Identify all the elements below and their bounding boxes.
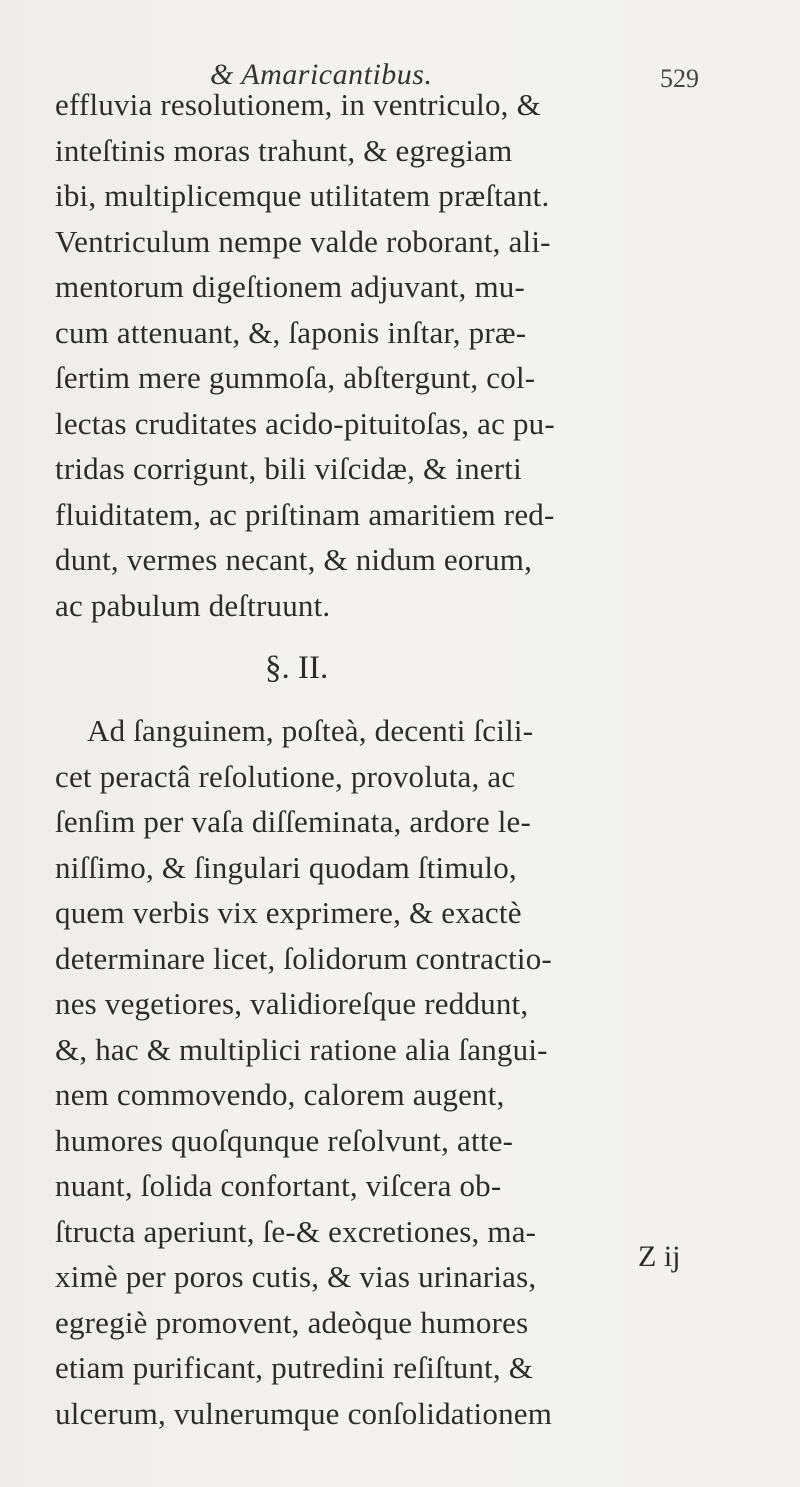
text-line: ſertim mere gummoſa, abſtergunt, col- [55, 360, 536, 395]
text-line: determinare licet, ſolidorum contractio- [55, 940, 552, 976]
text-line: ac pabulum deſtruunt. [55, 587, 331, 623]
text-line: nem commovendo, calorem augent, [55, 1077, 505, 1112]
text-line: ulcerum, vulnerumque conſolidationem [55, 1395, 553, 1431]
page-number: 529 [660, 64, 699, 93]
text-line: etiam purificant, putredini reſiſtunt, & [55, 1350, 534, 1385]
text-line: niſſimo, & ſingulari quodam ſtimulo, [55, 849, 517, 885]
text-line: ximè per poros cutis, & vias urinarias, [55, 1259, 537, 1294]
text-line: nuant, ſolida confortant, viſcera ob- [55, 1168, 502, 1203]
text-line: ſtructa aperiunt, ſe-& excretiones, ma- [55, 1213, 537, 1249]
text-line: ſenſim per vaſa diſſeminata, ardore le- [55, 804, 532, 839]
text-line: ibi, multiplicemque utilitatem præſtant. [55, 178, 550, 213]
text-line: &, hac & multiplici ratione alia ſangui- [55, 1031, 548, 1067]
text-line: nes vegetiores, validioreſque reddunt, [55, 986, 529, 1021]
text-line: dunt, vermes necant, & nidum eorum, [55, 542, 533, 577]
signature-mark: Z ij [638, 1240, 681, 1273]
text-line: fluiditatem, ac priſtinam amaritiem red- [55, 496, 555, 532]
text-line: inteſtinis moras trahunt, & egregiam [55, 132, 513, 168]
text-line: mentorum digeſtionem adjuvant, mu- [55, 269, 525, 304]
text-line: lectas cruditates acido-pituitoſas, ac pu- [55, 405, 555, 441]
text-line: effluvia resolutionem, in ventriculo, & [55, 87, 541, 122]
text-line: cet peractâ reſolutione, provoluta, ac [55, 758, 516, 794]
text-line: humores quoſqunque reſolvunt, atte- [55, 1122, 514, 1158]
section-heading: §. II. [265, 650, 329, 686]
text-line: cum attenuant, &, ſaponis inſtar, præ- [55, 314, 527, 350]
body-text [55, 82, 775, 1436]
text-line: Ventriculum nempe valde roborant, ali- [55, 223, 551, 259]
text-line: Ad ſanguinem, poſteà, decenti ſcili- [87, 713, 534, 748]
text-line: tridas corrigunt, bili viſcidæ, & inerti [55, 451, 522, 486]
text-line: egregiè promovent, adeòque humores [55, 1304, 529, 1340]
running-title: & Amaricantibus. [210, 58, 433, 91]
text-line: quem verbis vix exprimere, & exactè [55, 895, 522, 930]
